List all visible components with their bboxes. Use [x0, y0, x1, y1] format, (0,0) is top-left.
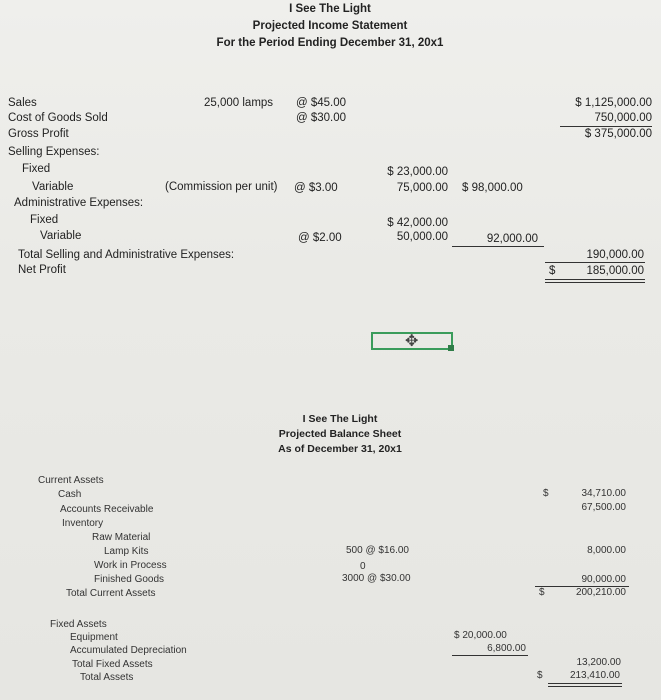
admin-total-underline — [452, 246, 544, 247]
selling-variable-value: 75,000.00 — [396, 182, 448, 194]
cogs-price: @ $30.00 — [296, 112, 347, 124]
fixed-assets-label: Fixed Assets — [50, 619, 107, 630]
balance-sheet-period: As of December 31, 20x1 — [278, 443, 402, 455]
accumulated-depreciation-label: Accumulated Depreciation — [70, 645, 187, 656]
accounts-receivable-label: Accounts Receivable — [60, 504, 154, 515]
selected-cell-box[interactable] — [371, 332, 453, 350]
selling-expenses-label: Selling Expenses: — [8, 146, 100, 158]
work-in-process-label: Work in Process — [94, 560, 167, 571]
raw-material-label: Raw Material — [92, 532, 151, 543]
net-profit-value: 185,000.00 — [586, 265, 644, 277]
total-fixed-assets-value: 13,200.00 — [576, 657, 621, 668]
commission-rate: @ $3.00 — [294, 182, 338, 194]
cash-dollar: $ — [543, 488, 549, 499]
equipment-value: $ 20,000.00 — [454, 630, 507, 641]
work-in-process-calculation: 0 — [360, 561, 366, 572]
fill-handle[interactable] — [448, 345, 454, 351]
inventory-label: Inventory — [62, 518, 104, 529]
selling-fixed-value: $ 23,000.00 — [387, 166, 448, 178]
accounts-receivable-value: 67,500.00 — [581, 502, 626, 513]
cash-label: Cash — [58, 489, 82, 500]
balance-sheet-title: Projected Balance Sheet — [278, 428, 402, 440]
admin-fixed-value: $ 42,000.00 — [387, 217, 448, 229]
admin-rate: @ $2.00 — [298, 232, 342, 244]
total-fixed-assets-label: Total Fixed Assets — [72, 659, 153, 670]
current-assets-label: Current Assets — [38, 475, 104, 486]
move-cursor-icon: ✥ — [405, 331, 419, 350]
sales-total: $ 1,125,000.00 — [575, 97, 652, 109]
finished-goods-value: 90,000.00 — [581, 574, 626, 585]
total-assets-label: Total Assets — [80, 672, 134, 683]
cogs-label: Cost of Goods Sold — [8, 112, 108, 124]
gross-profit-label: Gross Profit — [8, 128, 69, 140]
commission-note: (Commission per unit) — [165, 181, 278, 193]
selling-fixed-label: Fixed — [22, 163, 51, 175]
net-profit-label: Net Profit — [18, 264, 66, 276]
sales-quantity: 25,000 lamps — [204, 97, 274, 109]
admin-total: 92,000.00 — [486, 233, 538, 245]
income-statement-title: Projected Income Statement — [252, 20, 408, 32]
gross-profit-total: $ 375,000.00 — [584, 128, 652, 140]
total-assets-dollar: $ — [537, 670, 543, 681]
income-company-name: I See The Light — [289, 3, 371, 15]
total-current-assets-value: 200,210.00 — [575, 587, 626, 598]
admin-variable-value: 50,000.00 — [396, 231, 448, 243]
cash-value: 34,710.00 — [581, 488, 626, 499]
sales-price: @ $45.00 — [296, 97, 347, 109]
balance-company-name: I See The Light — [302, 413, 378, 425]
total-sga-value: 190,000.00 — [586, 249, 644, 261]
finished-goods-label: Finished Goods — [94, 574, 165, 585]
selling-total: $ 98,000.00 — [462, 182, 523, 194]
lamp-kits-label: Lamp Kits — [104, 546, 149, 557]
accumulated-depreciation-value: 6,800.00 — [487, 643, 526, 654]
total-assets-value: 213,410.00 — [569, 670, 620, 681]
lamp-kits-calculation: 500 @ $16.00 — [346, 545, 409, 556]
sales-label: Sales — [8, 97, 37, 109]
cogs-total: 750,000.00 — [594, 112, 652, 124]
admin-expenses-label: Administrative Expenses: — [14, 197, 144, 209]
finished-goods-calculation: 3000 @ $30.00 — [342, 573, 411, 584]
admin-variable-label: Variable — [40, 230, 82, 242]
total-sga-underline — [545, 262, 645, 263]
income-statement-period: For the Period Ending December 31, 20x1 — [216, 37, 444, 49]
equipment-label: Equipment — [70, 632, 118, 643]
total-current-assets-label: Total Current Assets — [66, 588, 156, 599]
net-profit-dollar: $ — [549, 265, 556, 277]
lamp-kits-value: 8,000.00 — [587, 545, 626, 556]
total-assets-double-underline — [548, 683, 622, 687]
net-profit-double-underline — [545, 279, 645, 283]
total-current-assets-dollar: $ — [539, 587, 545, 598]
admin-fixed-label: Fixed — [30, 214, 59, 226]
selling-variable-label: Variable — [32, 181, 74, 193]
total-sga-label: Total Selling and Administrative Expenses: — [18, 249, 235, 261]
depreciation-underline — [452, 655, 528, 656]
